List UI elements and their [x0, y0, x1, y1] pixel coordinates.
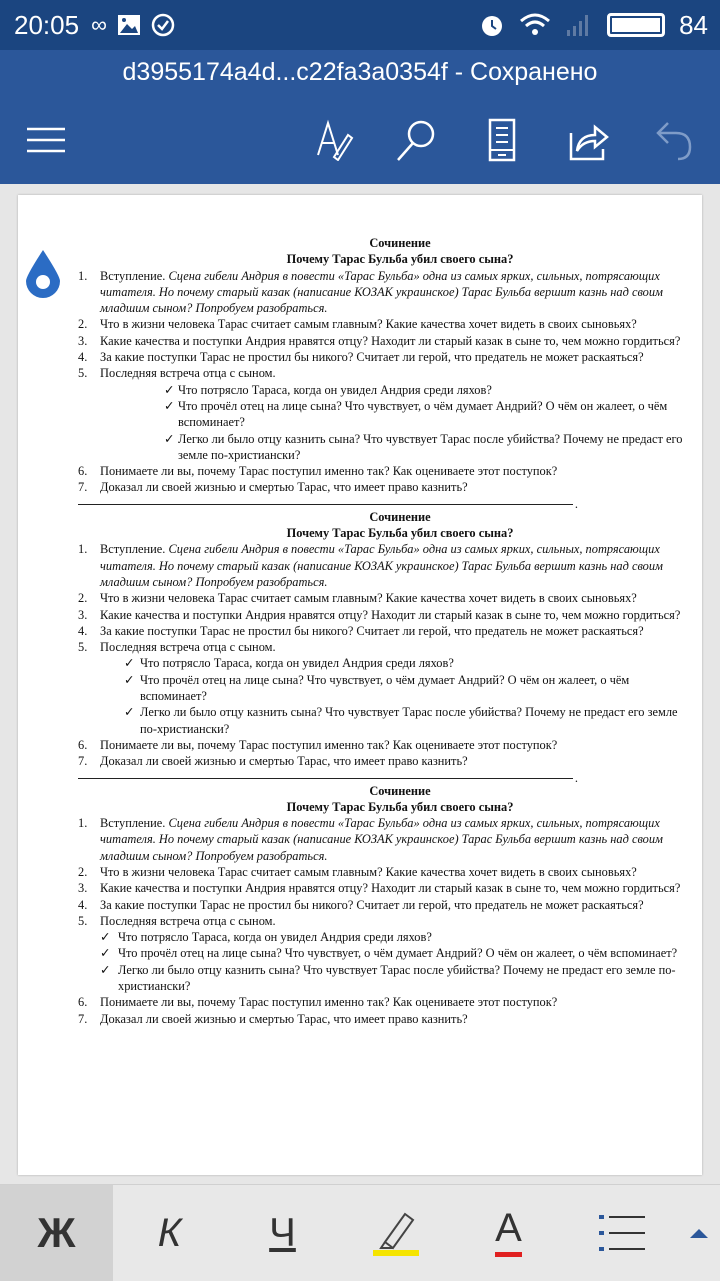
essay-heading: Сочинение — [369, 236, 431, 250]
list-item — [78, 753, 692, 769]
font-color-button[interactable] — [452, 1185, 565, 1281]
checklist-text: Что прочёл отец на лице сына? Что чувствует, о чём думает Андрий? О чём он жалеет, о чём вспоминает? — [118, 946, 678, 961]
essay-section — [78, 509, 692, 785]
item-number: 6. — [78, 995, 88, 1010]
infinity-icon: ∞ — [91, 12, 107, 37]
check-icon: ✓ — [164, 382, 175, 397]
item-text: Вступление. — [100, 816, 169, 831]
item-text: Доказал ли своей жизнью и смертью Тарас, что имеет право казнить? — [100, 480, 468, 495]
list-item — [78, 316, 692, 332]
item-number: 7. — [78, 1011, 88, 1026]
item-text: За какие поступки Тарас не простил бы никого? Считает ли герой, что предатель не может раскаяться? — [100, 623, 644, 638]
item-number: 1. — [78, 816, 88, 831]
check-icon: ✓ — [100, 930, 111, 945]
italic-button[interactable] — [113, 1185, 226, 1281]
list-item — [78, 268, 692, 317]
item-number: 6. — [78, 464, 88, 479]
underline-label: Ч — [269, 1210, 296, 1255]
undo-button[interactable] — [650, 116, 698, 164]
item-text: Понимаете ли вы, почему Тарас поступил именно так? Как оцениваете этот поступок? — [100, 464, 558, 479]
list-item — [78, 365, 692, 381]
chevron-up-icon — [690, 1227, 708, 1239]
check-icon: ✓ — [124, 672, 135, 687]
signal-icon — [565, 12, 593, 38]
highlighter-icon — [371, 1208, 421, 1258]
item-italic-text: Сцена гибели Андрия в повести «Тарас Бульба» одна из самых ярких, сильных, потрясающих читателя. Но почему старый казак (написание КОЗАК украинское) Тарас Бульба вершит казнь над своим младшим сыном? Попробуем разобраться. — [100, 268, 663, 316]
item-number: 5. — [78, 640, 88, 655]
item-number: 2. — [78, 591, 88, 606]
item-text: Последняя встреча отца с сыном. — [100, 913, 276, 928]
item-number: 4. — [78, 350, 88, 365]
item-text: Вступление. — [100, 542, 169, 557]
item-text: Какие качества и поступки Андрия нравятся отцу? Находит ли старый казак в сыне то, чем можно гордиться? — [100, 607, 681, 622]
item-italic-text: Сцена гибели Андрия в повести «Тарас Бульба» одна из самых ярких, сильных, потрясающих читателя. Но почему старый казак (написание КОЗАК украинское) Тарас Бульба вершит казнь над своим младшим сыном? Попробуем разобраться. — [100, 542, 663, 589]
item-number: 2. — [78, 864, 88, 879]
checklist-item — [78, 704, 692, 737]
item-number: 5. — [78, 913, 88, 928]
list-item — [78, 815, 692, 864]
list-item — [78, 463, 692, 479]
check-circle-icon — [151, 13, 175, 37]
document-body[interactable] — [78, 235, 692, 1027]
item-number: 3. — [78, 881, 88, 896]
app-bar — [0, 50, 720, 184]
checklist-text: Что потрясло Тараса, когда он увидел Андрия среди ляхов? — [178, 382, 492, 397]
checklist-text: Что прочёл отец на лице сына? Что чувствует, о чём думает Андрий? О чём он жалеет, о чём вспоминает? — [140, 672, 630, 704]
list-item — [78, 333, 692, 349]
item-number: 3. — [78, 607, 88, 622]
mobile-view-button[interactable] — [478, 116, 526, 164]
checklist-item — [78, 962, 692, 995]
checklist-text: Что потрясло Тараса, когда он увидел Андрия среди ляхов? — [118, 930, 432, 945]
image-icon — [117, 14, 141, 36]
checklist-item — [78, 655, 692, 671]
checklist-text: Что прочёл отец на лице сына? Что чувствует, о чём думает Андрий? О чём он жалеет, о чём вспоминает? — [178, 398, 668, 430]
share-icon — [567, 119, 609, 161]
underline-button[interactable] — [226, 1185, 339, 1281]
item-number: 4. — [78, 897, 88, 912]
section-separator — [78, 770, 578, 785]
highlight-button[interactable] — [339, 1185, 452, 1281]
item-number: 1. — [78, 542, 88, 557]
item-text: Вступление. — [100, 268, 169, 283]
list-button[interactable] — [565, 1185, 678, 1281]
status-bar — [0, 0, 720, 50]
edit-icon — [314, 119, 354, 161]
check-icon: ✓ — [124, 656, 135, 671]
list-item — [78, 349, 692, 365]
item-text: Последняя встреча отца с сыном. — [100, 640, 276, 655]
bold-label: Ж — [37, 1209, 76, 1256]
essay-heading: Сочинение — [369, 509, 431, 524]
item-text: Понимаете ли вы, почему Тарас поступил именно так? Как оцениваете этот поступок? — [100, 995, 558, 1010]
cursor-handle-icon[interactable] — [26, 250, 60, 298]
search-icon — [394, 118, 438, 162]
list-item — [78, 541, 692, 590]
item-text: Что в жизни человека Тарас считает самым главным? Какие качества хочет видеть в своих сыновьях? — [100, 317, 637, 332]
item-text: Какие качества и поступки Андрия нравятся отцу? Находит ли старый казак в сыне то, чем можно гордиться? — [100, 333, 681, 348]
essay-section — [78, 235, 692, 511]
list-item — [78, 864, 692, 880]
separator-end: . — [574, 496, 578, 511]
essay-subtitle: Почему Тарас Бульба убил своего сына? — [286, 526, 514, 541]
checklist-text: Легко ли было отцу казнить сына? Что чувствует Тарас после убийства? Почему не предаст его земле по-христиански? — [140, 705, 678, 736]
checklist-item — [78, 945, 692, 961]
menu-button[interactable] — [22, 116, 70, 164]
item-text: Какие качества и поступки Андрия нравятся отцу? Находит ли старый казак в сыне то, чем можно гордиться? — [100, 881, 681, 896]
font-color-label: A — [495, 1210, 522, 1257]
item-number: 6. — [78, 737, 88, 752]
list-item — [78, 880, 692, 896]
status-time: 20:05 — [14, 9, 80, 40]
item-number: 1. — [78, 268, 88, 283]
wifi-icon — [519, 12, 551, 38]
essay-heading: Сочинение — [369, 783, 431, 798]
item-text: Понимаете ли вы, почему Тарас поступил именно так? Как оцениваете этот поступок? — [100, 737, 558, 752]
item-text: Что в жизни человека Тарас считает самым главным? Какие качества хочет видеть в своих сыновьях? — [100, 864, 637, 879]
expand-ribbon-button[interactable] — [678, 1185, 720, 1281]
check-icon: ✓ — [164, 431, 175, 446]
essay-section — [78, 783, 692, 1027]
checklist-item — [78, 382, 692, 398]
list-item — [78, 737, 692, 753]
check-icon: ✓ — [100, 962, 111, 977]
item-text: За какие поступки Тарас не простил бы никого? Считает ли герой, что предатель не может раскаяться? — [100, 897, 644, 912]
item-italic-text: Сцена гибели Андрия в повести «Тарас Бульба» одна из самых ярких, сильных, потрясающих читателя. Но почему старый казак (написание КОЗАК украинское) Тарас Бульба вершит казнь над своим младшим сыном? Попробуем разобраться. — [100, 816, 663, 863]
checklist-item — [78, 672, 692, 705]
battery-level: 84 — [679, 9, 708, 40]
list-item — [78, 639, 692, 655]
list-item — [78, 623, 692, 639]
list-item — [78, 607, 692, 623]
essay-subtitle: Почему Тарас Бульба убил своего сына? — [286, 252, 514, 267]
italic-label: К — [157, 1210, 182, 1255]
checklist-text: Что потрясло Тараса, когда он увидел Андрия среди ляхов? — [140, 656, 454, 671]
list-item — [78, 897, 692, 913]
checklist-item — [78, 929, 692, 945]
item-number: 5. — [78, 366, 88, 381]
menu-icon — [25, 125, 67, 155]
search-button[interactable] — [392, 116, 440, 164]
checklist-item — [78, 398, 692, 431]
checklist-item — [78, 431, 692, 464]
item-text: Последняя встреча отца с сыном. — [100, 366, 276, 381]
list-item — [78, 590, 692, 606]
edit-button[interactable] — [310, 116, 358, 164]
undo-icon — [654, 119, 694, 161]
bold-button[interactable] — [0, 1185, 113, 1281]
list-item — [78, 1011, 692, 1027]
item-number: 2. — [78, 317, 88, 332]
item-number: 3. — [78, 333, 88, 348]
battery-icon — [607, 13, 665, 37]
bullet-list-icon — [597, 1211, 647, 1255]
check-icon: ✓ — [164, 398, 175, 413]
item-text: Что в жизни человека Тарас считает самым главным? Какие качества хочет видеть в своих сыновьях? — [100, 591, 637, 606]
list-item — [78, 479, 692, 495]
item-text: За какие поступки Тарас не простил бы никого? Считает ли герой, что предатель не может раскаяться? — [100, 350, 644, 365]
item-text: Доказал ли своей жизнью и смертью Тарас, что имеет право казнить? — [100, 754, 468, 769]
document-title: d3955174a4d...c22fa3a0354f - Сохранено — [122, 58, 598, 86]
section-separator — [78, 496, 578, 511]
list-item — [78, 994, 692, 1010]
item-number: 4. — [78, 623, 88, 638]
format-bar — [0, 1184, 720, 1281]
separator-end: . — [574, 770, 578, 785]
check-icon: ✓ — [124, 705, 135, 720]
checklist-text: Легко ли было отцу казнить сына? Что чувствует Тарас после убийства? Почему не предаст его земле по-христиански? — [178, 431, 683, 462]
item-number: 7. — [78, 480, 88, 495]
list-item — [78, 913, 692, 929]
check-icon: ✓ — [100, 946, 111, 961]
alarm-icon — [479, 12, 505, 38]
essay-subtitle: Почему Тарас Бульба убил своего сына? — [286, 799, 514, 814]
share-button[interactable] — [564, 116, 612, 164]
checklist-text: Легко ли было отцу казнить сына? Что чувствует Тарас после убийства? Почему не предаст его земле по-христиански? — [118, 962, 676, 994]
mobile-view-icon — [487, 118, 517, 162]
document-canvas[interactable] — [0, 184, 720, 1184]
item-text: Доказал ли своей жизнью и смертью Тарас, что имеет право казнить? — [100, 1011, 468, 1026]
document-page[interactable] — [18, 195, 702, 1175]
item-number: 7. — [78, 754, 88, 769]
